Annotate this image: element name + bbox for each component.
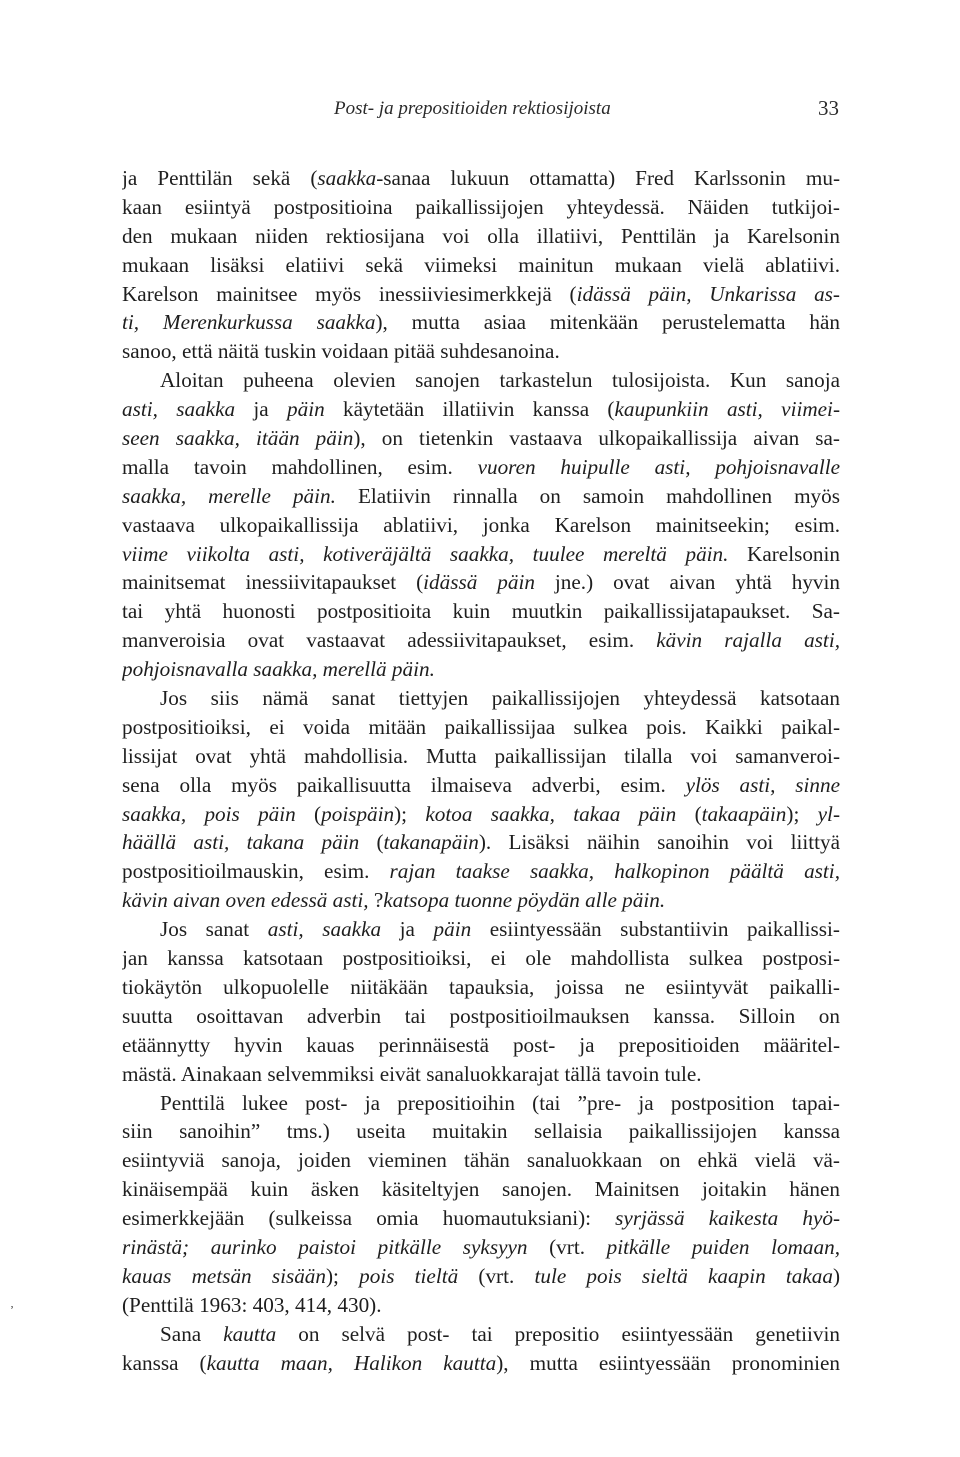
text-line: saakka, pois päin (poispäin); kotoa saakka, takaa päin (takaapäin); yl- <box>122 801 840 826</box>
italic-term: kautta <box>223 1321 277 1346</box>
text-line: Aloitan puheena olevien sanojen tarkastelun tulosijoista. Kun sanoja <box>160 368 840 393</box>
text-line: tiokäytön ulkopuolelle niitäkään tapauksia, joissa ne esiintyvät paikalli- <box>122 974 840 999</box>
italic-term: idässä päin, Unkarissa as- <box>576 281 840 306</box>
text-line: mukaan lisäksi elatiivi sekä viimeksi mainitun mukaan vielä ablatiivi. <box>122 252 840 277</box>
italic-term: kauas metsän sisään <box>122 1263 326 1288</box>
text-line: jan kanssa katsotaan postpositioiksi, ei ole mahdollista sulkea postposi- <box>122 946 840 971</box>
text-line: kävin aivan oven edessä asti, ?katsopa tuonne pöydän alle päin. <box>122 888 666 913</box>
italic-term: tule pois sieltä kaapin takaa <box>534 1263 833 1288</box>
italic-term: takanapäin <box>383 830 479 855</box>
italic-term: ti, Merenkurkussa saakka <box>122 310 376 335</box>
text-line: rinästä; aurinko paistoi pitkälle syksyyn (vrt. pitkälle puiden lomaan, <box>122 1234 840 1259</box>
text-line: sanoo, että näitä tuskin voidaan pitää suhdesanoina. <box>122 339 560 364</box>
text-line: viime viikolta asti, kotiveräjältä saakka, tuulee mereltä päin. Karelsonin <box>122 541 840 566</box>
italic-term: poispäin <box>321 801 395 826</box>
text-line: saakka, merelle päin. Elatiivin rinnalla on samoin mahdollinen myös <box>122 483 840 508</box>
italic-term: asti, saakka <box>267 917 382 942</box>
text-line: ja Penttilän sekä (saakka-sanaa lukuun ottamatta) Fred Karlssonin mu- <box>122 166 840 190</box>
italic-term: idässä päin <box>423 570 535 595</box>
text-line: esimerkkejään (sulkeissa omia huomautuksiani): syrjässä kaikesta hyö- <box>122 1206 840 1231</box>
italic-term: kaupunkiin asti, viimei- <box>614 397 840 422</box>
text-line: Jos sanat asti, saakka ja päin esiintyessään substantiivin paikallissi- <box>160 917 840 942</box>
text-line: Sana kautta on selvä post- tai prepositio esiintyessään genetiivin <box>160 1321 840 1346</box>
italic-term: päin <box>287 397 325 422</box>
text-line: manveroisia ovat vastaavat adessiivitapaukset, esim. kävin rajalla asti, <box>122 628 840 653</box>
text-line <box>122 655 840 684</box>
text-line: sena olla myös paikallisuutta ilmaiseva adverbi, esim. ylös asti, sinne <box>122 772 840 797</box>
italic-term: saakka <box>317 166 377 190</box>
italic-term: kotoa saakka, takaa päin <box>425 801 677 826</box>
italic-term: pitkälle puiden lomaan, <box>606 1234 840 1259</box>
italic-term: saakka, merelle päin. <box>122 483 336 508</box>
italic-term: viime viikolta asti, kotiveräjältä saakka, tuulee mereltä päin. <box>122 541 729 566</box>
italic-term: pohjoisnavalla saakka, merellä päin. <box>122 657 435 682</box>
text-line: esiintyviä sanoja, joiden vieminen tähän sanaluokkaan on ehkä vielä vä- <box>122 1148 840 1173</box>
text-line: ti, Merenkurkussa saakka), mutta asiaa mitenkään perustelematta hän <box>122 310 840 335</box>
text-line: kanssa (kautta maan, Halikon kautta), mutta esiintyessään pronominien <box>122 1350 840 1375</box>
text-line: kauas metsän sisään); pois tieltä (vrt. tule pois sieltä kaapin takaa) <box>122 1263 840 1288</box>
italic-term: ylös asti, sinne <box>685 772 840 797</box>
text-line: häällä asti, takana päin (takanapäin). Lisäksi näihin sanoihin voi liittyä <box>122 830 840 855</box>
body-text <box>122 164 840 1377</box>
text-line: (Penttilä 1963: 403, 414, 430). <box>122 1292 382 1317</box>
italic-term: takaapäin <box>701 801 787 826</box>
italic-term: yl- <box>817 801 840 826</box>
page-number: 33 <box>818 96 839 120</box>
italic-term: kävin rajalla asti, <box>656 628 840 653</box>
italic-term: rajan taakse saakka, halkopinon päältä asti, <box>389 859 840 884</box>
text-line: siin sanoihin” tms.) useita muitakin sellaisia paikallissijojen kanssa <box>122 1119 840 1144</box>
italic-term: päin <box>433 917 472 942</box>
text-line: tai yhtä huonosti postpositioita kuin muutkin paikallissijatapaukset. Sa- <box>122 599 840 624</box>
text-line: kaan esiintyä postpositioina paikallissijojen yhteydessä. Näiden tutkijoi- <box>122 194 840 219</box>
italic-term: saakka, pois päin <box>122 801 296 826</box>
italic-term: kävin aivan oven edessä asti, <box>122 888 369 913</box>
text-line: mästä. Ainakaan selvemmiksi eivät sanaluokkarajat tällä tavoin tule. <box>122 1061 702 1086</box>
text-line: malla tavoin mahdollinen, esim. vuoren huipulle asti, pohjoisnavalle <box>122 454 840 479</box>
italic-term: pois tieltä <box>359 1263 459 1288</box>
text-line: etäännytty hyvin kauas perinnäisestä post- ja prepositioiden määritel- <box>122 1032 840 1057</box>
text-line: Penttilä lukee post- ja prepositioihin (tai ”pre- ja postposition tapai- <box>160 1090 840 1115</box>
text-line: lissijat ovat yhtä mahdollisia. Mutta paikallissijan tilalla voi samanveroi- <box>122 743 840 768</box>
italic-term: rinästä; aurinko paistoi pitkälle syksyyn <box>122 1234 528 1259</box>
text-line: kinäisempää kuin äsken käsiteltyjen sanojen. Mainitsen joitakin hänen <box>122 1177 840 1202</box>
italic-term: kautta maan, Halikon kautta <box>206 1350 497 1375</box>
text-line: seen saakka, itään päin), on tietenkin vastaava ulkopaikallissija aivan sa- <box>122 426 840 451</box>
italic-term: häällä asti, takana päin <box>122 830 360 855</box>
margin-mark: ‚ <box>10 1296 14 1310</box>
text-line: postpositioilmauskin, esim. rajan taakse saakka, halkopinon päältä asti, <box>122 859 840 884</box>
italic-term: asti, saakka <box>122 397 236 422</box>
italic-term: syrjässä kaikesta hyö- <box>615 1206 840 1231</box>
text-line: asti, saakka ja päin käytetään illatiivin kanssa (kaupunkiin asti, viimei- <box>122 397 840 422</box>
text-line: Jos siis nämä sanat tiettyjen paikallissijojen yhteydessä katsotaan <box>160 686 840 711</box>
text-line: postpositioiksi, ei voida mitään paikallissijaa sulkea pois. Kaikki paikal- <box>122 714 840 739</box>
text-line: den mukaan niiden rektiosijana voi olla illatiivi, Penttilän ja Karelsonin <box>122 223 840 248</box>
italic-term: vuoren huipulle asti, pohjoisnavalle <box>477 454 840 479</box>
italic-term: katsopa tuonne pöydän alle päin. <box>383 888 666 913</box>
text-line: vastaava ulkopaikallissija ablatiivi, jonka Karelson mainitseekin; esim. <box>122 512 840 537</box>
text-line: Karelson mainitsee myös inessiiviesimerkkejä (idässä päin, Unkarissa as- <box>122 281 840 306</box>
running-head-title: Post- ja prepositioiden rektiosijoista <box>334 98 611 119</box>
italic-term: seen saakka, itään päin <box>122 426 354 451</box>
text-line: suutta osoittavan adverbin tai postpositioilmauksen kanssa. Silloin on <box>122 1003 840 1028</box>
text-line: mainitsemat inessiivitapaukset (idässä päin jne.) ovat aivan yhtä hyvin <box>122 570 840 595</box>
